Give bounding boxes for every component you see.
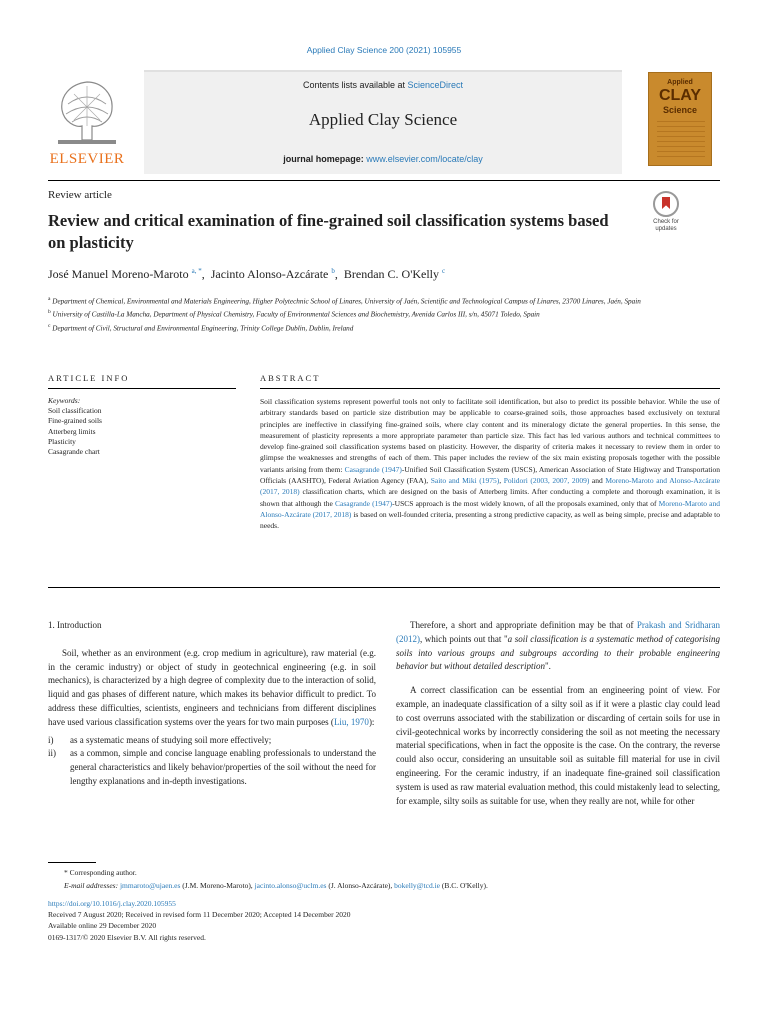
abstract-segment: -USCS approach is the most widely known, of all the proposals examined, only that of xyxy=(392,498,659,508)
abstract-segment: classification charts, which are designed on the basis of Atterberg limits. After conducting a complete and thorough examination, it is shown that although the xyxy=(260,487,720,508)
reference-link[interactable]: Liu, 1970 xyxy=(333,716,369,727)
journal-citation[interactable]: Applied Clay Science 200 (2021) 105955 xyxy=(306,45,462,55)
header-divider xyxy=(48,180,720,181)
sciencedirect-link[interactable]: ScienceDirect xyxy=(407,80,464,90)
affil-marker: c xyxy=(48,322,51,329)
abstract-bottom-divider xyxy=(48,587,720,588)
affil-text: University of Castilla-La Mancha, Department of Physical Chemistry, Faculty of Environmental Sciences and Biochemistry, Avenida Carlos III, s/n, 45071 Toledo, Spain xyxy=(52,310,540,319)
email-link[interactable]: bokelly@tcd.ie xyxy=(394,881,441,890)
elsevier-wordmark: ELSEVIER xyxy=(49,151,125,167)
email-link[interactable]: jacinto.alonso@uclm.es xyxy=(254,881,327,890)
email-addresses xyxy=(64,879,720,892)
footnote-divider xyxy=(48,862,96,863)
author-name: José Manuel Moreno-Maroto xyxy=(48,267,189,281)
contents-prefix: Contents lists available at xyxy=(302,80,408,90)
body-paragraph: A correct classification can be essential from an engineering point of view. For example, an inadequate classification of a silty soil as if it were a plastic clay could lead to cost overruns associated with the stabilization or discarding of certain soils for use in civil-geotechnical works by incorrectly considering the soil as not meeting the necessary material specifications, when in fact the opposite is the case. On the contrary, the reverse could also occur, considering an unsuitable soil as suitable fill material for use in civil engineering. For the ceramic industry, if an inadequate fine-grained soil classification system is used as raw material evaluation method, this could mistakenly lead to selecting, for example, silty soils as suitable for use, when they really are not, while for other xyxy=(396,685,720,806)
check-updates-icon xyxy=(653,191,679,217)
received-dates: Received 7 August 2020; Received in revised form 11 December 2020; Accepted 14 December 2020 xyxy=(48,910,351,920)
body-paragraph xyxy=(48,647,376,730)
corresponding-author-note: * Corresponding author. xyxy=(64,868,137,877)
abstract-segment: , xyxy=(499,476,504,486)
body-text: ". xyxy=(544,661,551,672)
affiliations xyxy=(48,294,688,334)
affil-marker: b xyxy=(48,309,51,316)
paper-title: Review and critical examination of fine-grained soil classification systems based on plasticity xyxy=(48,211,609,252)
list-item xyxy=(48,747,376,788)
affiliation xyxy=(48,294,688,307)
cover-clay: CLAY xyxy=(658,87,702,104)
doi-link[interactable]: https://doi.org/10.1016/j.clay.2020.105955 xyxy=(48,899,176,908)
email-label: E-mail addresses: xyxy=(64,881,120,890)
keyword: Plasticity xyxy=(48,436,76,446)
publication-info xyxy=(48,898,720,943)
reference-link[interactable]: Saito and Miki (1975) xyxy=(430,476,500,486)
check-updates-button[interactable] xyxy=(646,191,686,233)
cover-decoration xyxy=(657,121,705,159)
keyword: Atterberg limits xyxy=(48,426,96,436)
abstract-text xyxy=(260,396,720,532)
purpose-list xyxy=(48,734,376,789)
list-text: as a systematic means of studying soil more effectively; xyxy=(70,734,272,745)
reference-link[interactable]: Prakash and Sridharan (2012) xyxy=(396,620,720,644)
keyword: Soil classification xyxy=(48,406,102,416)
author-name: Jacinto Alonso-Azcárate xyxy=(210,267,329,281)
affil-marker: a xyxy=(48,296,51,302)
affiliation xyxy=(48,321,688,334)
journal-homepage xyxy=(144,154,622,164)
author-list: José Manuel Moreno-Maroto $^{a, *}$, Jacinto Alonso-Azcárate $^b$, Brendan C. O'Kelly $^c$ xyxy=(48,267,446,281)
journal-title[interactable]: Applied Clay Science xyxy=(308,110,458,129)
reference-link[interactable]: Moreno-Maroto and Alonso-Azcárate (2017, 2018) xyxy=(260,476,721,497)
list-text: as a common, simple and concise language enabling professionals to understand the general characteristics and likely behavior/properties of the soil without the need for lengthy explanations and in-depth investigations. xyxy=(70,748,376,786)
info-divider xyxy=(48,388,236,389)
article-info-heading: ARTICLE INFO xyxy=(48,373,130,383)
email-owner: (J. Alonso-Azcárate), xyxy=(326,881,395,890)
cover-applied: Applied xyxy=(667,79,693,86)
keyword: Fine-grained soils xyxy=(48,416,102,426)
email-owner: (J.M. Moreno-Maroto), xyxy=(180,881,255,890)
body-text: Therefore, a short and appropriate definition may be that of xyxy=(410,620,637,630)
quoted-definition: a soil classification is a systematic method of categorising soils into various groups and subgroups according to their probable engineering behavior but without detailed description xyxy=(396,633,721,672)
section-heading-introduction: 1. Introduction xyxy=(48,620,102,630)
copyright-notice: 0169-1317/© 2020 Elsevier B.V. All rights reserved. xyxy=(48,932,206,942)
list-marker: ii) xyxy=(48,748,56,759)
author-affil-link[interactable]: a, * xyxy=(191,267,202,275)
affiliation xyxy=(48,307,688,320)
article-type: Review article xyxy=(48,189,112,201)
body-column-right xyxy=(396,619,720,818)
list-item xyxy=(48,734,376,748)
author-name: Brendan C. O'Kelly xyxy=(343,267,440,281)
keywords-list xyxy=(48,396,236,457)
abstract-divider xyxy=(260,388,720,389)
elsevier-tree-icon xyxy=(52,74,122,150)
body-text: Soil, whether as an environment (e.g. crop medium in agriculture), raw material (e.g. in the ceramic industry) or object of study in geotechnical engineering (e.g. in soil mechanics), is characterized by a high degree of complexity due to the interaction of solid, liquid and gas phases of different nature, which makes its behavior difficult to predict. To address these difficulties, scientists, engineers and technicians from different disciplines have used various classification systems over the years for two main purposes ( xyxy=(48,647,376,727)
body-paragraph xyxy=(396,619,720,674)
author-affil-link[interactable]: b xyxy=(331,267,335,275)
affil-text: Department of Civil, Structural and Environmental Engineering, Trinity College Dublin, Dublin, Ireland xyxy=(52,324,354,333)
abstract-heading: ABSTRACT xyxy=(260,373,321,383)
footnotes xyxy=(64,866,720,892)
journal-cover-image[interactable] xyxy=(648,72,712,166)
check-updates-label: Check for updates xyxy=(653,219,679,232)
cover-science: Science xyxy=(662,105,698,115)
homepage-link[interactable]: www.elsevier.com/locate/clay xyxy=(366,154,483,164)
keyword: Casagrande chart xyxy=(48,447,100,457)
body-text: , which points out that " xyxy=(420,633,508,644)
contents-line xyxy=(144,80,622,90)
available-online-date: Available online 29 December 2020 xyxy=(48,921,157,931)
reference-link[interactable]: Casagrande (1947) xyxy=(334,498,393,508)
homepage-label: journal homepage: xyxy=(283,154,367,164)
abstract-segment: -Unified Soil Classification System (USCS), American Association of State Highway and Transportation Officials (AASHTO), Federal Aviation Agency (FAA), xyxy=(260,464,720,486)
author-affil-link[interactable]: c xyxy=(442,267,446,275)
affil-text: Department of Chemical, Environmental and Materials Engineering, Higher Polytechnic School of Linares, University of Jaén, Scientific and Technological Campus of Linares, 23700 Linares, Jaén, Spain xyxy=(52,297,641,306)
body-text: ): xyxy=(368,716,375,727)
abstract-segment: and xyxy=(589,476,606,486)
email-owner: (B.C. O'Kelly). xyxy=(440,881,488,890)
body-column-left xyxy=(48,619,376,789)
reference-link[interactable]: Polidori (2003, 2007, 2009) xyxy=(503,476,590,486)
keywords-title: Keywords: xyxy=(48,396,81,405)
reference-link[interactable]: Moreno-Maroto and Alonso-Azcárate (2017, 2018) xyxy=(260,498,720,519)
journal-header xyxy=(48,70,720,174)
reference-link[interactable]: Casagrande (1947) xyxy=(344,464,402,474)
journal-banner xyxy=(144,70,622,174)
email-link[interactable]: jmmaroto@ujaen.es xyxy=(119,881,181,890)
abstract-segment: is based on well-founded criteria, presenting a strong predictive capacity, as well as being simple, precise and adaptable to needs. xyxy=(260,509,720,531)
abstract-segment: Soil classification systems represent powerful tools not only to facilitate soil identification, but also to predict its possible behavior. While the use of arbitrary standards based on particle size distribution may be applicable to coarse-grained soils, those approaches based exclusively on textural principles are ineffective in classifying fine-grained soils, where clay content and its mineralogy dictate the general properties. In this sense, the measurement of plasticity represents a more appropriate parameter than particle size. This fact has led various authors and technical committees to develop fine-grained soil classification systems based on plasticity. However, the disparity of criteria makes it necessary to review them in order to glimpse the weaknesses and strengths of each of them. This paper includes the review of the six main existing proposals together with the possible variants arising from them: xyxy=(260,397,720,474)
list-marker: i) xyxy=(48,734,54,745)
elsevier-logo[interactable] xyxy=(48,70,126,174)
